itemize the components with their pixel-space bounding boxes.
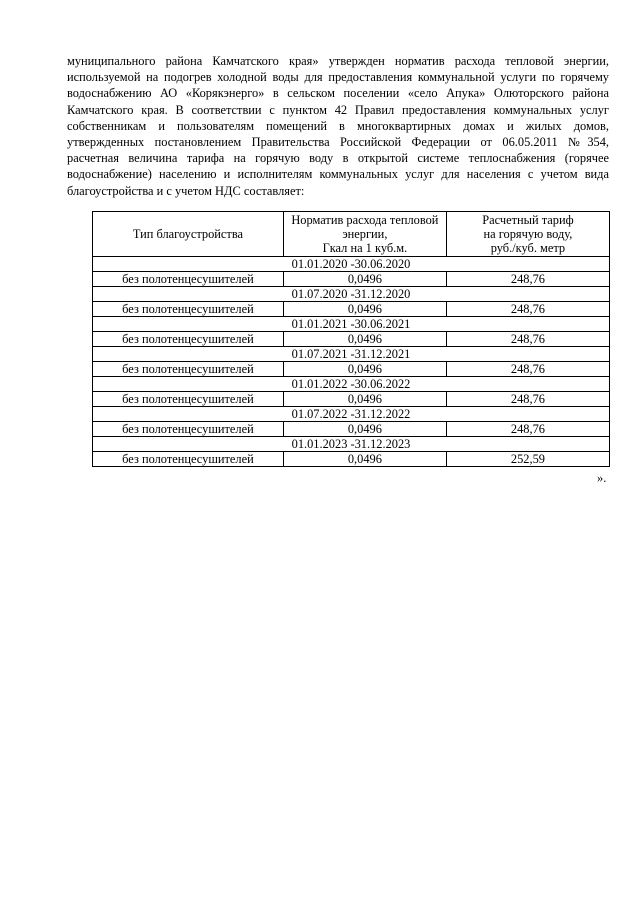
table-row (93, 422, 610, 437)
paragraph-line: водоснабжение) населению и исполнителям коммунальных услуг для населения с учетом вида (67, 167, 609, 182)
heat-norm-cell: 0,0496 (283, 392, 446, 407)
header-heat-norm (283, 212, 446, 257)
tariff-cell: 248,76 (446, 392, 609, 407)
header-line: энергии, (342, 227, 388, 241)
header-line: на горячую воду, (483, 227, 573, 241)
tariff-cell: 248,76 (446, 332, 609, 347)
header-line: Расчетный тариф (482, 213, 574, 227)
improvement-type-cell: без полотенцесушителей (93, 392, 284, 407)
heat-norm-cell: 0,0496 (283, 272, 446, 287)
header-line: Норматив расхода тепловой (291, 213, 439, 227)
paragraph-line: водоснабжению АО «Корякэнерго» в сельском поселении «село Апука» Олюторского района (67, 86, 609, 101)
header-improvement-type (93, 212, 284, 257)
header-line: Гкал на 1 куб.м. (322, 241, 408, 255)
period-row (93, 347, 610, 362)
header-line: руб./куб. метр (490, 241, 566, 255)
tariff-table (92, 211, 610, 467)
improvement-type-cell: без полотенцесушителей (93, 422, 284, 437)
period-cell: 01.07.2022 -31.12.2022 (93, 407, 610, 422)
table-row (93, 272, 610, 287)
heat-norm-cell: 0,0496 (283, 362, 446, 377)
period-cell: 01.01.2022 -30.06.2022 (93, 377, 610, 392)
improvement-type-cell: без полотенцесушителей (93, 272, 284, 287)
improvement-type-cell: без полотенцесушителей (93, 362, 284, 377)
period-cell: 01.01.2021 -30.06.2021 (93, 317, 610, 332)
period-cell: 01.01.2023 -31.12.2023 (93, 437, 610, 452)
period-row (93, 407, 610, 422)
tariff-cell: 248,76 (446, 362, 609, 377)
header-tariff (446, 212, 609, 257)
table-header-row (93, 212, 610, 257)
closing-quote: ». (597, 471, 607, 485)
period-cell: 01.07.2020 -31.12.2020 (93, 287, 610, 302)
period-cell: 01.07.2021 -31.12.2021 (93, 347, 610, 362)
table-row (93, 392, 610, 407)
period-row (93, 317, 610, 332)
table-row (93, 452, 610, 467)
table-row (93, 362, 610, 377)
table-row (93, 332, 610, 347)
header-line: Тип благоустройства (132, 227, 244, 241)
paragraph-line: собственникам и пользователям помещений в многоквартирных домах и жилых домов, (67, 118, 609, 133)
paragraph-line: благоустройства и с учетом НДС составляет: (67, 183, 305, 198)
table-body (93, 257, 610, 467)
improvement-type-cell: без полотенцесушителей (93, 452, 284, 467)
paragraph-line: Камчатского края. В соответствии с пунктом 42 Правил предоставления коммунальных услуг (67, 102, 609, 117)
paragraph-line: муниципального района Камчатского края» утвержден норматив расхода тепловой энергии, (67, 54, 609, 68)
period-row (93, 437, 610, 452)
improvement-type-cell: без полотенцесушителей (93, 302, 284, 317)
paragraph-line: утвержденных постановлением Правительства Российской Федерации от 06.05.2011 №354, (67, 135, 609, 150)
period-row (93, 377, 610, 392)
period-row (93, 257, 610, 272)
heat-norm-cell: 0,0496 (283, 422, 446, 437)
paragraph-line: расчетная величина тарифа на горячую воду в открытой системе теплоснабжения (горячее (67, 151, 609, 166)
table-row (93, 302, 610, 317)
tariff-cell: 248,76 (446, 302, 609, 317)
heat-norm-cell: 0,0496 (283, 332, 446, 347)
heat-norm-cell: 0,0496 (283, 452, 446, 467)
tariff-cell: 248,76 (446, 422, 609, 437)
heat-norm-cell: 0,0496 (283, 302, 446, 317)
improvement-type-cell: без полотенцесушителей (93, 332, 284, 347)
tariff-cell: 252,59 (446, 452, 609, 467)
period-cell: 01.01.2020 -30.06.2020 (93, 257, 610, 272)
tariff-cell: 248,76 (446, 272, 609, 287)
period-row (93, 287, 610, 302)
body-paragraph (67, 53, 609, 199)
paragraph-line: используемой на подогрев холодной воды для предоставления коммунальной услуги по горячему (67, 70, 609, 85)
